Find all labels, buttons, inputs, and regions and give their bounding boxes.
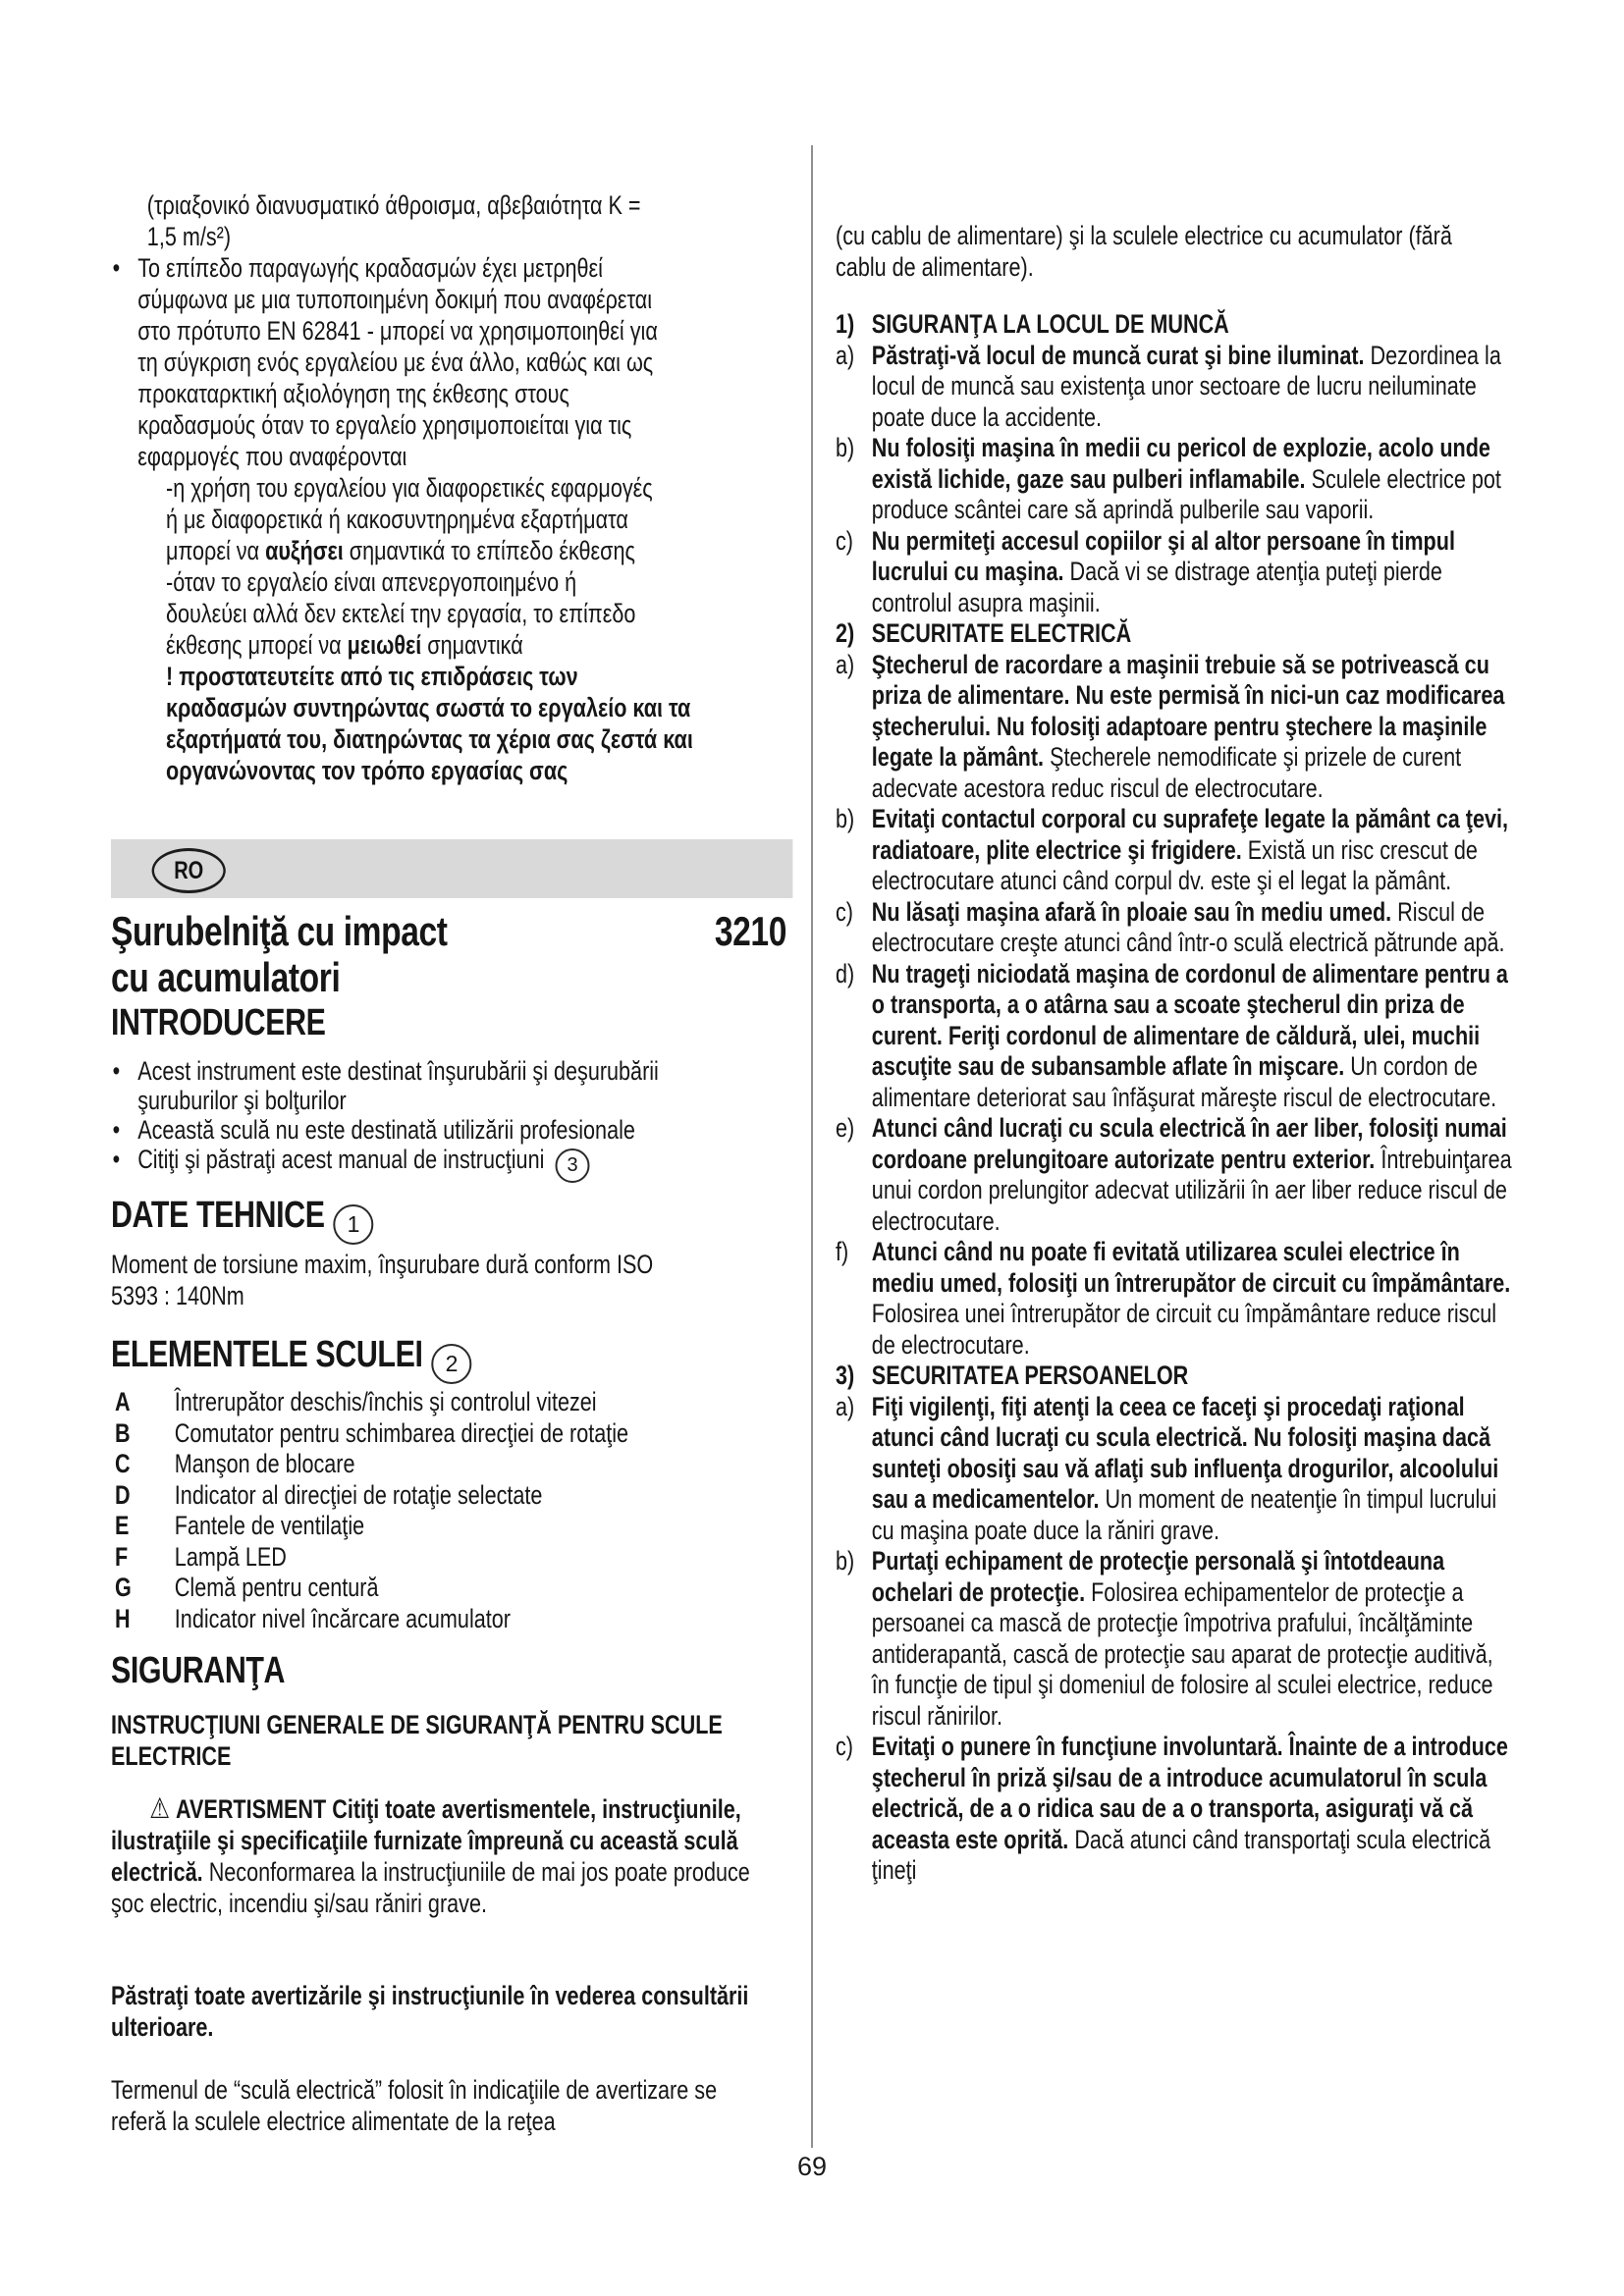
element-label: Întrerupător deschis/închis şi controlul vitezei bbox=[174, 1387, 597, 1416]
item-rest: Dacă vi se distrage atenţia puteţi pierde controlul asupra maşinii. bbox=[871, 557, 1442, 617]
greek-sub1-pre: -η χρήση του εργαλείου για διαφορετικές εφαρμογές ή με διαφορετικά ή κακοσυντηρημένα εξαρτήματα μπορεί να bbox=[166, 473, 653, 565]
element-key: A bbox=[115, 1387, 131, 1416]
item-rest: Sculele electrice pot produce scântei care să aprindă pulberile sau vaporii. bbox=[871, 463, 1501, 524]
item-marker: c) bbox=[836, 525, 853, 556]
intro-bullet-1-text: Acest instrument este destinat înşurubării şi deşurubării şuruburilor şi bolţurilor bbox=[137, 1056, 659, 1115]
safety-item-2a bbox=[836, 650, 1516, 805]
safety-subheading: INSTRUCŢIUNI GENERALE DE SIGURANŢĂ PENTRU SCULE ELECTRICE bbox=[111, 1710, 723, 1771]
safety-item-3a bbox=[836, 1392, 1516, 1547]
item-rest: Dezordinea la locul de muncă sau existenţa unor sectoare de lucru neiluminate poate duce la accidente. bbox=[871, 340, 1501, 432]
element-key: C bbox=[115, 1449, 131, 1478]
item-marker: c) bbox=[836, 896, 853, 927]
safety-item-2e bbox=[836, 1113, 1516, 1237]
element-key: E bbox=[115, 1511, 130, 1540]
element-label: Comutator pentru schimbarea direcţiei de rotaţie bbox=[174, 1417, 629, 1448]
item-marker: a) bbox=[836, 340, 855, 370]
item-bold: Păstraţi-vă locul de muncă curat şi bine iluminat. bbox=[871, 340, 1365, 370]
warning-paragraph bbox=[111, 1793, 771, 1919]
bullet-icon: • bbox=[112, 1115, 121, 1145]
title-line1: Şurubelniţă cu impact bbox=[111, 908, 448, 954]
greek-bullet-item bbox=[111, 252, 661, 472]
element-key: F bbox=[115, 1541, 129, 1572]
bullet-icon: • bbox=[112, 1056, 121, 1086]
intro-bullet-2-text: Această sculă nu este destinată utilizării profesionale bbox=[137, 1115, 635, 1145]
greek-sub2-post: σημαντικά bbox=[421, 630, 523, 660]
language-badge-ro: RO bbox=[152, 848, 226, 893]
term-definition-paragraph: Termenul de “sculă electrică” folosit în indicaţiile de avertizare se referă la sculele electrice alimentate de la reţea bbox=[111, 2075, 718, 2136]
safety-item-2c bbox=[836, 897, 1516, 959]
figure-ref-3-icon: 3 bbox=[555, 1148, 589, 1183]
element-item-B bbox=[111, 1418, 755, 1450]
element-item-A bbox=[111, 1387, 755, 1418]
element-item-F bbox=[111, 1542, 755, 1574]
element-item-E bbox=[111, 1511, 755, 1542]
item-bold: Atunci când nu poate fi evitată utilizarea sculei electrice în mediu umed, folosiţi un întrerupător de circuit cu împământare. bbox=[871, 1237, 1511, 1298]
item-bold: Nu lăsaţi maşina afară în ploaie sau în mediu umed. bbox=[871, 896, 1392, 927]
safety-item-2b bbox=[836, 804, 1516, 897]
section-number: 2) bbox=[836, 618, 855, 648]
element-key: D bbox=[115, 1479, 131, 1510]
element-key: G bbox=[115, 1573, 132, 1602]
section-number: 3) bbox=[836, 1361, 855, 1390]
item-bold: Evitaţi contactul corporal cu suprafeţe legate la pământ ca ţevi, radiatoare, plite electrice şi frigidere. bbox=[871, 804, 1509, 865]
element-label: Clemă pentru centură bbox=[174, 1573, 379, 1602]
item-bold: Atunci când lucraţi cu scula electrică în aer liber, folosiţi numai cordoane prelungitoare autorizate pentru exterior. bbox=[871, 1113, 1507, 1174]
greek-vibration-block bbox=[111, 189, 693, 786]
item-rest: Folosirea unei întrerupător de circuit cu împământare reduce riscul de electrocutare. bbox=[871, 1299, 1497, 1360]
item-rest: Există un risc crescut de electrocutare atunci când corpul dv. este şi el legat la pământ. bbox=[871, 834, 1478, 895]
safety-item-2f bbox=[836, 1237, 1516, 1361]
item-marker: c) bbox=[836, 1732, 853, 1761]
term-continuation: (cu cablu de alimentare) şi la sculele electrice cu acumulator (fără cablu de alimentare). bbox=[836, 221, 1452, 282]
item-rest: Un moment de neatenţie în timpul lucrului cu maşina poate duce la răniri grave. bbox=[871, 1484, 1497, 1545]
item-marker: e) bbox=[836, 1113, 855, 1143]
figure-ref-2-icon: 2 bbox=[431, 1344, 471, 1384]
intro-bullets bbox=[111, 1056, 739, 1183]
greek-sub2-pre: -όταν το εργαλείο είναι απενεργοποιημένο ή δουλεύει αλλά δεν εκτελεί την εργασία, το επίπεδο έκθεσης μπορεί να bbox=[166, 567, 636, 660]
element-label: Lampă LED bbox=[174, 1541, 287, 1572]
item-marker: b) bbox=[836, 1546, 855, 1575]
language-bar bbox=[111, 839, 792, 898]
item-rest: Întrebuinţarea unui cordon prelungitor adecvat utilizării în aer liber reduce riscul de electrocutare. bbox=[871, 1144, 1512, 1236]
warning-triangle-icon: ⚠ bbox=[149, 1793, 170, 1825]
section-2-heading bbox=[836, 618, 1516, 650]
item-bold: Nu permiteţi accesul copiilor şi al altor persoane în timpul lucrului cu maşina. bbox=[871, 525, 1455, 586]
column-divider bbox=[811, 145, 813, 2148]
safety-heading: SIGURANŢA bbox=[111, 1650, 286, 1691]
item-marker: a) bbox=[836, 1391, 855, 1421]
greek-warning: ! προστατευτείτε από τις επιδράσεις των κραδασμών συντηρώντας σωστά το εργαλείο και τα εξαρτήματά του, διατηρώντας τα χέρια σας ζεστά και οργανώνοντας τον τρόπο εργασίας σας bbox=[166, 662, 693, 785]
keep-instructions-paragraph: Păstraţi toate avertizările şi instrucţiunile în vederea consultării ulterioare. bbox=[111, 1981, 749, 2042]
warning-bold-text: AVERTISMENT Citiţi toate avertismentele, instrucţiunile, ilustraţiile şi specificaţiile furnizate împreună cu această sculă electrică. bbox=[111, 1794, 741, 1887]
greek-sub-item-2 bbox=[111, 566, 661, 661]
model-number: 3210 bbox=[714, 908, 786, 954]
section-3-heading bbox=[836, 1361, 1516, 1392]
figure-ref-1-icon: 1 bbox=[333, 1204, 373, 1245]
section-number: 1) bbox=[836, 309, 855, 339]
greek-continuation: (τριαξονικό διανυσματικό άθροισμα, αβεβαιότητα K = 1,5 m/s²) bbox=[146, 190, 641, 251]
section-heading-text: SECURITATE ELECTRICĂ bbox=[871, 618, 1132, 648]
item-bold: Ştecherul de racordare a maşinii trebuie să se potrivească cu priza de alimentare. Nu este permisă în nici-un caz modificarea ştecherului. Nu folosiţi adaptoare pentru ştechere la maşinile legate la pământ. bbox=[871, 649, 1505, 772]
element-label: Manşon de blocare bbox=[174, 1449, 355, 1478]
item-bold: Purtaţi echipament de protecţie personală şi întotdeauna ochelari de protecţie. bbox=[871, 1546, 1445, 1607]
item-marker: a) bbox=[836, 649, 855, 679]
warning-rest-text: Neconformarea la instrucţiuniile de mai jos poate produce şoc electric, incendiu şi/sau răniri grave. bbox=[111, 1857, 750, 1918]
element-item-C bbox=[111, 1449, 755, 1480]
element-key: H bbox=[115, 1603, 131, 1633]
item-bold: Evitaţi o punere în funcţiune involuntară. Înainte de a introduce ştecherul în priză şi/sau de a introduce acumulatorul în scula electrică, de a o ridica sau de a o transporta, asiguraţi vă că aceasta este oprită. bbox=[871, 1732, 1508, 1854]
elements-heading bbox=[111, 1333, 467, 1384]
item-rest: Folosirea echipamentelor de protecţie a persoanei ca mască de protecţie împotriva prafului, încălţăminte antiderapantă, cască de protecţie sau aparat de protecţie auditivă, în funcţie de tipul şi domeniul de folosire al sculei electrice, reduce riscul rănirilor. bbox=[871, 1576, 1493, 1731]
item-bold: Nu trageţi niciodată maşina de cordonul de alimentare pentru a o transporta, a o atârna sau a scoate ştecherul din priza de curent. Feriţi cordonul de alimentare de căldură, ulei, muchii ascuţite sau de subansamble aflate în mişcare. bbox=[871, 958, 1508, 1081]
intro-heading: INTRODUCERE bbox=[111, 1002, 326, 1043]
element-item-D bbox=[111, 1480, 755, 1512]
safety-item-3b bbox=[836, 1546, 1516, 1732]
tech-heading-text: DATE TEHNICE bbox=[111, 1195, 325, 1236]
elements-list bbox=[111, 1387, 755, 1634]
bullet-icon: • bbox=[112, 1145, 121, 1174]
safety-item-2d bbox=[836, 959, 1516, 1114]
greek-sub2-bold: μειωθεί bbox=[347, 630, 422, 660]
item-rest: Riscul de electrocutare creşte atunci când într-o sculă electrică pătrunde apă. bbox=[871, 896, 1505, 957]
section-1-heading bbox=[836, 309, 1516, 341]
safety-item-3c bbox=[836, 1732, 1516, 1887]
section-heading-text: SECURITATEA PERSOANELOR bbox=[871, 1361, 1189, 1390]
item-marker: b) bbox=[836, 804, 855, 833]
intro-bullet-1 bbox=[111, 1056, 739, 1115]
page-number: 69 bbox=[796, 2152, 828, 2181]
left-column bbox=[111, 0, 792, 2296]
section-heading-text: SIGURANŢA LA LOCUL DE MUNCĂ bbox=[871, 309, 1229, 339]
safety-item-1c bbox=[836, 526, 1516, 619]
intro-bullet-2 bbox=[111, 1115, 739, 1145]
tech-heading bbox=[111, 1194, 369, 1245]
element-label: Indicator nivel încărcare acumulator bbox=[174, 1603, 511, 1633]
item-rest: Dacă atunci când transportaţi scula electrică ţineţi bbox=[871, 1824, 1491, 1885]
greek-sub-item-1 bbox=[111, 472, 661, 566]
elements-heading-text: ELEMENTELE SCULEI bbox=[111, 1334, 423, 1375]
greek-bullet-text: Το επίπεδο παραγωγής κραδασμών έχει μετρηθεί σύμφωνα με μια τυποποιημένη δοκιμή που αναφέρεται στο πρότυπο EN 62841 - μπορεί να χρησιμοποιηθεί για τη σύγκριση ενός εργαλείου με ένα άλλο, καθώς και ως προκαταρκτική αξιολόγηση της έκθεσης στους κραδασμούς όταν το εργαλείο χρησιμοποιείται για τις εφαρμογές που αναφέρονται bbox=[137, 253, 658, 471]
item-marker: d) bbox=[836, 958, 855, 988]
item-bold: Nu folosiţi maşina în medii cu pericol de explozie, acolo unde există lichide, gaze sau pulberi inflamabile. bbox=[871, 433, 1490, 494]
item-rest: Ştecherele nemodificate şi prizele de curent adecvate acestora reduc riscul de electrocutare. bbox=[871, 742, 1462, 803]
product-title bbox=[111, 908, 792, 1000]
element-label: Fantele de ventilaţie bbox=[174, 1511, 365, 1540]
safety-item-1a bbox=[836, 341, 1516, 434]
item-marker: b) bbox=[836, 433, 855, 462]
item-marker: f) bbox=[836, 1237, 849, 1266]
element-item-G bbox=[111, 1573, 755, 1604]
greek-sub1-bold: αυξήσει bbox=[265, 536, 344, 565]
item-rest: Un cordon de alimentare deteriorat sau înfăşurat măreşte riscul de electrocutare. bbox=[871, 1051, 1497, 1112]
item-bold: Fiţi vigilenţi, fiţi atenţi la ceea ce faceţi şi procedaţi raţional atunci când lucraţi cu scula electrică. Nu folosiţi maşina dacă sunteţi obosiţi sau vă aflaţi sub influenţa drogurilor, alcoolului sau a medicamentelor. bbox=[871, 1391, 1499, 1514]
intro-bullet-3 bbox=[111, 1145, 739, 1183]
right-column bbox=[836, 221, 1516, 1887]
title-line2: cu acumulatori bbox=[111, 954, 341, 1000]
bullet-icon: • bbox=[112, 253, 121, 283]
element-key: B bbox=[115, 1417, 131, 1448]
element-label: Indicator al direcţiei de rotaţie selectate bbox=[174, 1479, 543, 1510]
tech-body: Moment de torsiune maxim, înşurubare dură conform ISO 5393 : 140Nm bbox=[111, 1250, 654, 1310]
greek-sub1-post: σημαντικά το επίπεδο έκθεσης bbox=[343, 536, 635, 565]
intro-bullet-3-text: Citiţi şi păstraţi acest manual de instrucţiuni bbox=[137, 1145, 545, 1174]
safety-item-1b bbox=[836, 433, 1516, 526]
element-item-H bbox=[111, 1604, 755, 1635]
